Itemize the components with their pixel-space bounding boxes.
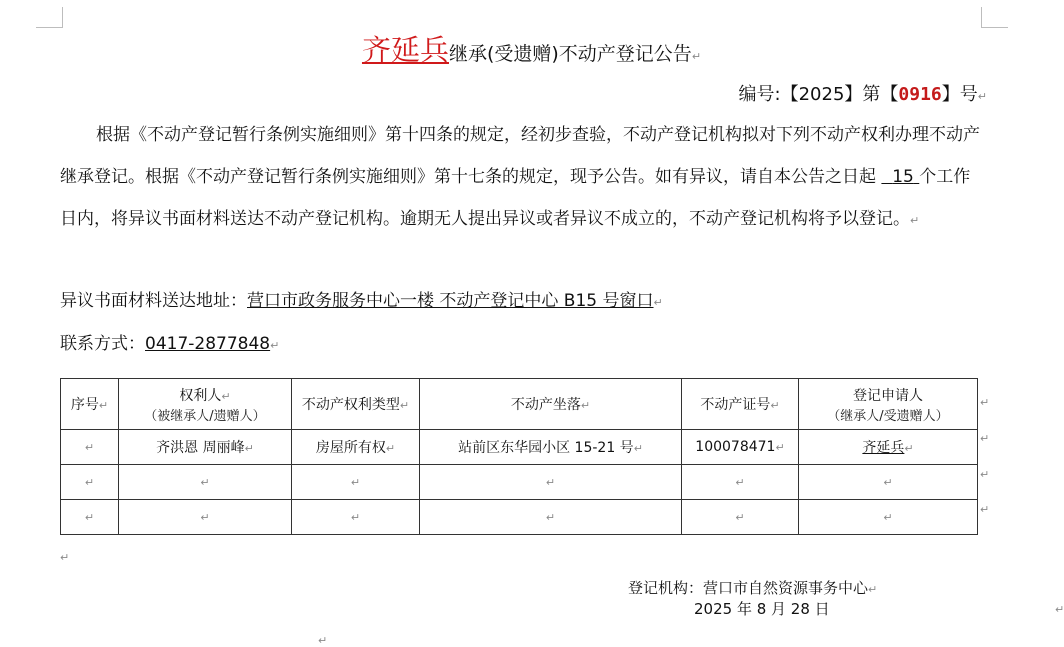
working-days-value: 15 [892,167,914,187]
document-title [0,28,1063,69]
header-cert: 不动产证号↵ [682,379,799,430]
cell-holder: 齐洪恩 周丽峰↵ [119,430,292,465]
registration-agency: 登记机构：营口市自然资源事务中心↵ [628,579,878,597]
paragraph-mark: ↵ [653,296,663,309]
table-row [61,430,978,465]
header-applicant: 登记申请人 （继承人/受遗赠人） [799,379,978,430]
objection-address [60,286,663,311]
empty-cell: ↵ [420,465,682,500]
header-seq: 序号↵ [61,379,119,430]
contact-info [60,329,279,354]
row-end-mark: ↵ [980,432,990,445]
address-label: 异议书面材料送达地址： [60,291,247,311]
row-end-mark: ↵ [980,396,990,409]
title-name: 齐延兵 [361,33,449,67]
table-header-row [61,379,978,430]
document-number [739,80,987,106]
title-text: 继承(受遗赠)不动产登记公告 [448,43,692,65]
empty-cell: ↵ [682,500,799,535]
paragraph-mark: ↵ [910,214,920,227]
table-row [61,500,978,535]
header-right-type: 不动产权利类型↵ [292,379,420,430]
empty-cell: ↵ [292,465,420,500]
empty-cell: ↵ [682,465,799,500]
paragraph-mark: ↵ [691,50,702,63]
paragraph-mark: ↵ [977,90,987,103]
cell-right-type: 房屋所有权↵ [292,430,420,465]
empty-cell: ↵ [799,465,978,500]
announcement-date: 2025 年 8 月 28 日 [694,600,830,618]
contact-value: 0417-2877848 [145,334,271,354]
empty-cell: ↵ [292,500,420,535]
cell-cert: 100078471↵ [682,430,799,465]
row-end-mark: ↵ [980,468,990,481]
empty-cell: ↵ [61,500,119,535]
corner-mark-top-right [981,7,1008,28]
number-prefix: 编号:【 [738,84,799,105]
announcement-body [60,114,984,242]
number-code: 0916 [898,84,942,105]
header-location: 不动产坐落↵ [420,379,682,430]
cell-applicant: 齐延兵↵ [799,430,978,465]
address-value: 营口市政务服务中心一楼 不动产登记中心 B15 号窗口 [247,291,654,311]
empty-cell: ↵ [61,465,119,500]
number-suffix: 】号 [941,84,978,105]
empty-cell: ↵ [119,465,292,500]
paragraph-mark: ↵ [1055,603,1064,616]
empty-cell: ↵ [420,500,682,535]
paragraph-mark: ↵ [318,634,328,647]
empty-cell: ↵ [119,500,292,535]
property-table [60,378,978,535]
header-holder: 权利人↵ （被继承人/遗赠人） [119,379,292,430]
body-text-part1: 根据《不动产登记暂行条例实施细则》第十四条的规定，经初步查验，不动产登记机构拟对下列不动产权利办理不动产继承登记。根据《不动产登记暂行条例实施细则》第十七条的规定，现予公告。如有异议，请自本公告之日起 [60,125,980,187]
table-row [61,465,978,500]
empty-cell: ↵ [799,500,978,535]
cell-seq: ↵ [61,430,119,465]
paragraph-mark: ↵ [60,551,70,564]
body-text-part2: 个工作日内，将异议书面材料送达不动产登记机构。逾期无人提出异议或者异议不成立的，不动产登记机构将予以登记。 [60,167,971,229]
cell-location: 站前区东华园小区 15-21 号↵ [420,430,682,465]
paragraph-mark: ↵ [270,339,280,352]
row-end-mark: ↵ [980,503,990,516]
number-mid: 】第【 [844,84,899,105]
contact-label: 联系方式： [60,334,145,354]
corner-mark-top-left [36,7,63,28]
number-year: 2025 [798,84,845,105]
